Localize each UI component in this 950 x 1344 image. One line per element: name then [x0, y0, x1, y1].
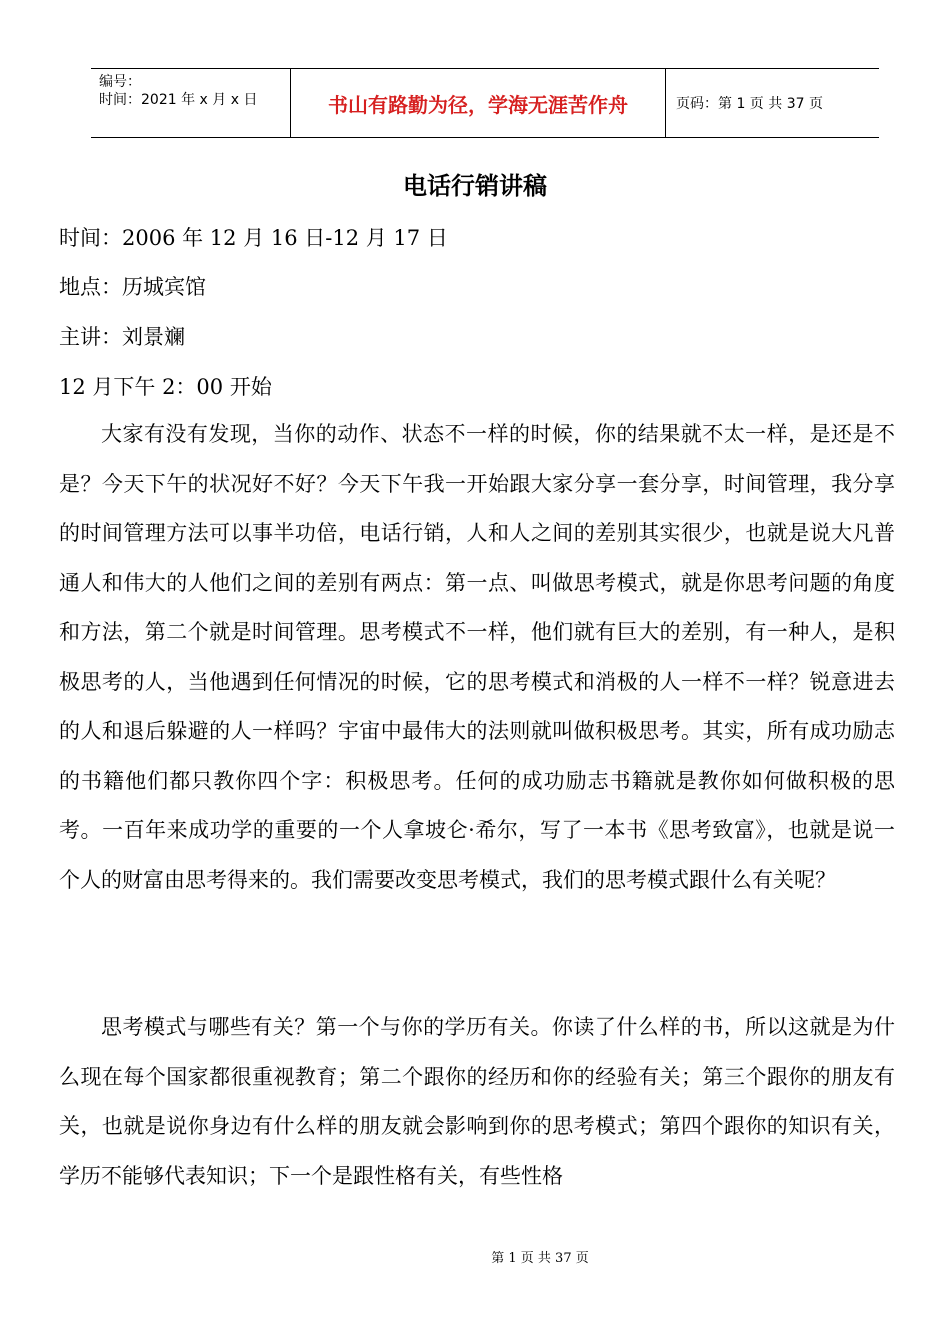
body-paragraph-2: 思考模式与哪些有关？第一个与你的学历有关。你读了什么样的书，所以这就是为什么现在每个国家都很重视教育；第二个跟你的经历和你的经验有关；第三个跟你的朋友有关，也就是说你身边有什么样的朋友就会影响到你的思考模式；第四个跟你的知识有关，学历不能够代表知识；下一个是跟性格有关，有些性格 [59, 1015, 895, 1188]
meta-place: 地点：历城宾馆 [59, 275, 206, 299]
meta-time: 时间：2006 年 12 月 16 日-12 月 17 日 [59, 226, 448, 250]
page-header [91, 68, 879, 138]
header-left-cell [91, 69, 291, 137]
time-label: 时间：2021 年 x 月 x 日 [99, 92, 258, 108]
document-title: 电话行销讲稿 [403, 172, 547, 200]
header-page-info: 页码：第 1 页 共 37 页 [676, 96, 823, 112]
number-label: 编号： [99, 74, 141, 90]
body-paragraph-1: 大家有没有发现，当你的动作、状态不一样的时候，你的结果就不太一样，是还是不是？今天下午的状况好不好？今天下午我一开始跟大家分享一套分享，时间管理，我分享的时间管理方法可以事半功倍，电话行销，人和人之间的差别其实很少，也就是说大凡普通人和伟大的人他们之间的差别有两点：第一点、叫做思考模式，就是你思考问题的角度和方法，第二个就是时间管理。思考模式不一样，他们就有巨大的差别，有一种人，是积极思考的人，当他遇到任何情况的时候，它的思考模式和消极的人一样不一样？锐意进去的人和退后躲避的人一样吗？宇宙中最伟大的法则就叫做积极思考。其实，所有成功励志的书籍他们都只教你四个字：积极思考。任何的成功励志书籍就是教你如何做积极的思考。一百年来成功学的重要的一个人拿坡仑·希尔，写了一本书《思考致富》，也就是说一个人的财富由思考得来的。我们需要改变思考模式，我们的思考模式跟什么有关呢？ [59, 422, 895, 892]
meta-start: 12 月下午 2：00 开始 [59, 375, 272, 399]
meta-speaker: 主讲：刘景斓 [59, 325, 185, 349]
header-motto: 书山有路勤为径，学海无涯苦作舟 [291, 69, 666, 137]
page-footer: 第 1 页 共 37 页 [491, 1251, 589, 1266]
